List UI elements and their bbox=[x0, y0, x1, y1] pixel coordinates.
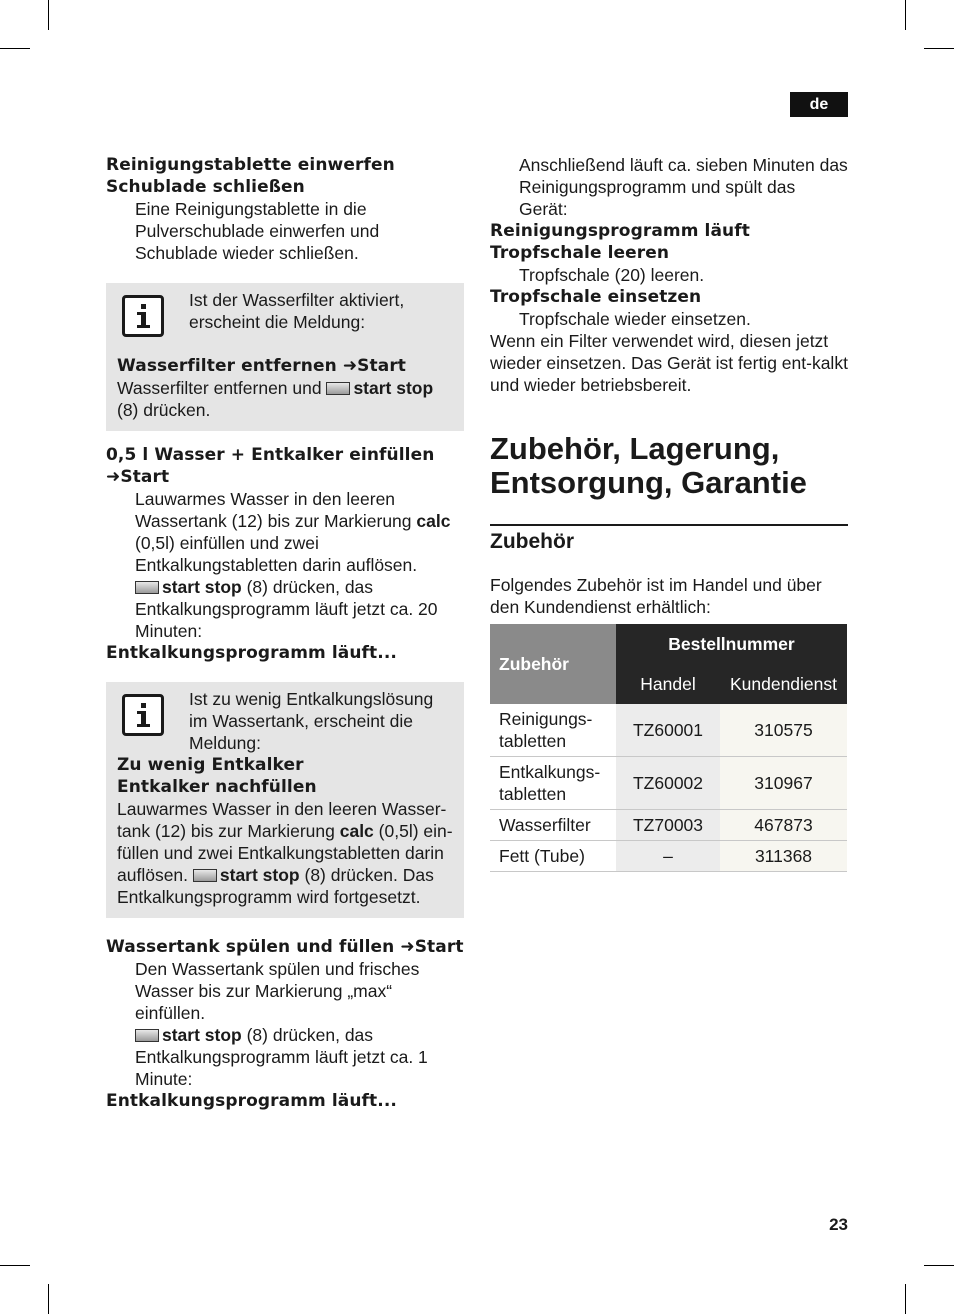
display-status: Entkalkungsprogramm läuft... bbox=[106, 1091, 397, 1111]
table-row bbox=[490, 757, 847, 810]
crop-mark-br-h bbox=[924, 1265, 954, 1266]
table-header-service: Kundendienst bbox=[720, 664, 847, 704]
step-body: Tropfschale (20) leeren. bbox=[519, 265, 705, 285]
table-cell-item: Entkalkungs-tabletten bbox=[490, 757, 616, 810]
step-heading: 0,5 l Wasser + Entkalker einfüllen bbox=[106, 445, 435, 465]
step-heading: Tropfschale einsetzen bbox=[490, 287, 702, 307]
table-cell-item: Reinigungs-tabletten bbox=[490, 704, 616, 757]
info-icon bbox=[122, 295, 164, 337]
start-stop-button-icon bbox=[135, 1029, 159, 1042]
section-title: Zubehör, Lagerung, Entsorgung, Garantie bbox=[490, 431, 807, 500]
start-stop-button-icon bbox=[193, 869, 217, 882]
table-cell-service: 310967 bbox=[720, 757, 847, 810]
subsection-title: Zubehör bbox=[490, 530, 574, 553]
display-status: Reinigungsprogramm läuft bbox=[490, 221, 750, 241]
step-heading: Schublade schließen bbox=[106, 177, 305, 197]
step-body: Anschließend läuft ca. sieben Minuten das Reinigungsprogramm und spült das Gerät: bbox=[519, 155, 848, 219]
step-body: Tropfschale wieder einsetzen. bbox=[519, 309, 751, 329]
step-heading: Tropfschale leeren bbox=[490, 243, 670, 263]
table-row bbox=[490, 841, 847, 872]
info-text: Ist zu wenig Entkalkungslösung im Wassertank, erscheint die Meldung: bbox=[189, 689, 434, 753]
left-column bbox=[106, 154, 464, 1112]
table-header-shop: Handel bbox=[616, 664, 720, 704]
crop-mark-tl-v bbox=[48, 0, 49, 30]
step-body: Lauwarmes Wasser in den leeren Wassertank (12) bis zur Markierung calc (0,5l) einfüllen und zwei Entkalkungstabletten darin auflösen. start stop (8) drücken, das Entkalkungsprogramm läuft jetzt ca. 20 Minuten: bbox=[135, 489, 451, 641]
crop-mark-tr-v bbox=[905, 0, 906, 30]
info-box-water-filter bbox=[106, 283, 464, 431]
info-text: Ist der Wasserfilter aktiviert, erscheint die Meldung: bbox=[189, 290, 405, 332]
table-row bbox=[490, 704, 847, 757]
table-cell-service: 467873 bbox=[720, 810, 847, 841]
table-row bbox=[490, 810, 847, 841]
language-tab: de bbox=[790, 92, 848, 117]
start-stop-button-icon bbox=[326, 382, 350, 395]
table-cell-service: 311368 bbox=[720, 841, 847, 872]
crop-mark-tr-h bbox=[924, 48, 954, 49]
table-cell-item: Fett (Tube) bbox=[490, 841, 616, 872]
crop-mark-tl-h bbox=[0, 48, 30, 49]
right-column bbox=[490, 154, 848, 872]
paragraph: Wenn ein Filter verwendet wird, diesen jetzt wieder einsetzen. Das Gerät ist fertig ent-kalkt und wieder betriebsbereit. bbox=[490, 331, 848, 395]
paragraph: Folgendes Zubehör ist im Handel und über den Kundendienst erhältlich: bbox=[490, 575, 822, 617]
info-box-descaler bbox=[106, 682, 464, 918]
arrow-icon: ➜ bbox=[342, 356, 358, 376]
table-cell-item: Wasserfilter bbox=[490, 810, 616, 841]
step-body: Eine Reinigungstablette in die Pulverschublade einwerfen und Schublade wieder schließen. bbox=[135, 199, 380, 263]
info-icon bbox=[122, 694, 164, 736]
table-cell-shop: TZ60002 bbox=[616, 757, 720, 810]
display-message: Zu wenig Entkalker bbox=[117, 755, 304, 775]
table-header-order-number: Bestellnummer bbox=[616, 624, 847, 664]
crop-mark-bl-h bbox=[0, 1265, 30, 1266]
arrow-icon: ➜ bbox=[400, 937, 415, 957]
page-number: 23 bbox=[829, 1215, 848, 1234]
display-message: Wasserfilter entfernen ➜Start bbox=[117, 356, 407, 376]
accessories-table bbox=[490, 624, 847, 872]
step-heading: Reinigungstablette einwerfen bbox=[106, 155, 395, 175]
display-status: Entkalkungsprogramm läuft... bbox=[106, 643, 397, 663]
start-stop-button-icon bbox=[135, 581, 159, 594]
info-body: Lauwarmes Wasser in den leeren Wasser-tank (12) bis zur Markierung calc (0,5l) ein-füllen und zwei Entkalkungstabletten darin auflösen. start stop (8) drücken. Das Entkalkungsprogramm wird fortgesetzt. bbox=[117, 799, 453, 907]
table-header-item: Zubehör bbox=[490, 624, 616, 704]
step-heading-start: ➜Start bbox=[106, 467, 170, 487]
info-body: Wasserfilter entfernen und start stop (8) drücken. bbox=[117, 378, 434, 420]
table-cell-shop: TZ60001 bbox=[616, 704, 720, 757]
crop-mark-br-v bbox=[905, 1284, 906, 1314]
display-message: Entkalker nachfüllen bbox=[117, 777, 317, 797]
table-cell-shop: – bbox=[616, 841, 720, 872]
step-heading: Wassertank spülen und füllen ➜Start bbox=[106, 937, 464, 957]
arrow-icon: ➜ bbox=[106, 467, 121, 487]
table-cell-shop: TZ70003 bbox=[616, 810, 720, 841]
table-cell-service: 310575 bbox=[720, 704, 847, 757]
step-body: Den Wassertank spülen und frisches Wasser bis zur Markierung „max“ einfüllen. start stop (8) drücken, das Entkalkungsprogramm läuft jetzt ca. 1 Minute: bbox=[135, 959, 428, 1089]
crop-mark-bl-v bbox=[48, 1284, 49, 1314]
